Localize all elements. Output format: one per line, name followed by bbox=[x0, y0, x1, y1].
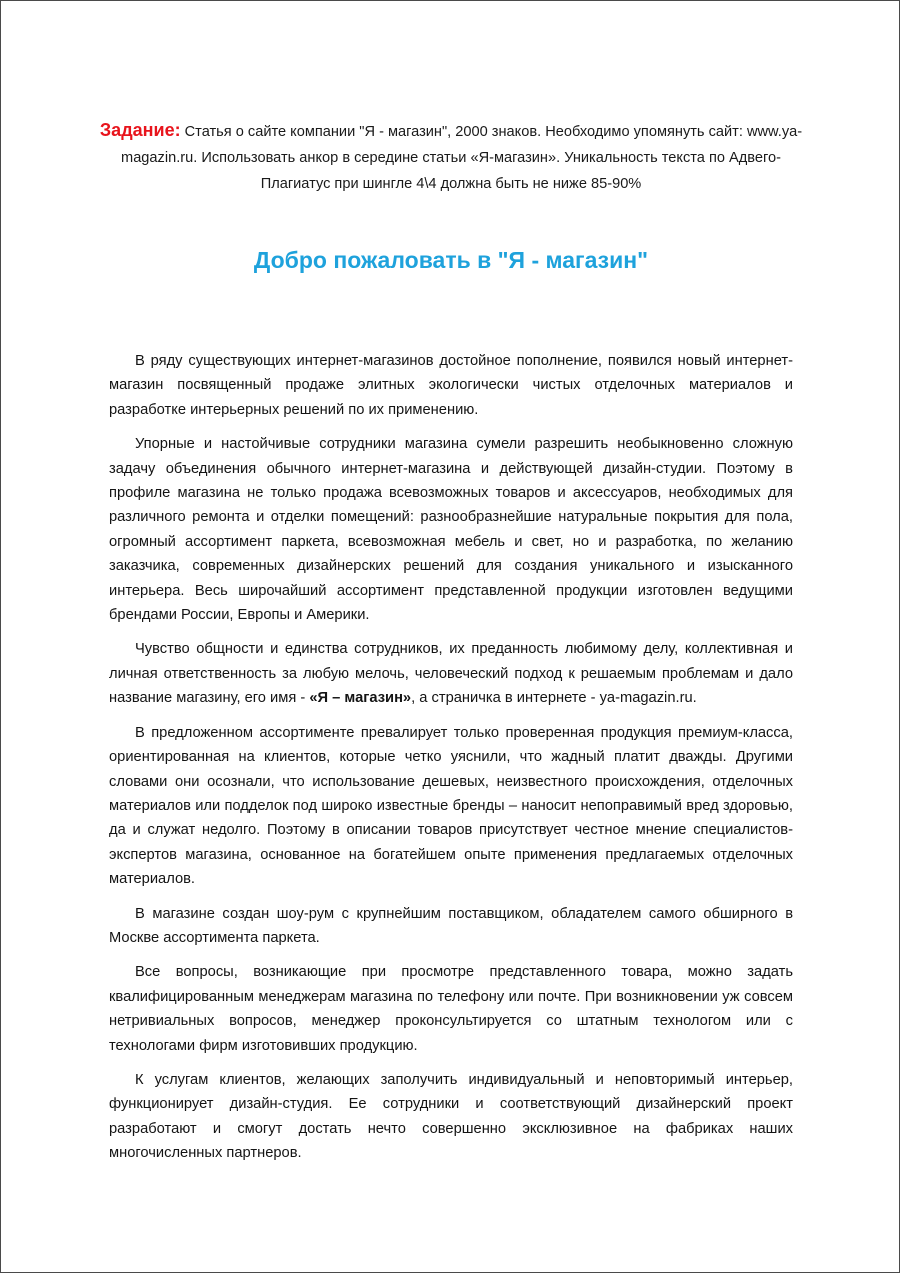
article-paragraph-7: К услугам клиентов, желающих заполучить индивидуальный и неповторимый интерьер, функционирует дизайн-студия. Ее сотрудники и соответствующий дизайнерский проект разработают и смогут достать нечто совершенно эксклюзивное на фабриках наших многочисленных партнеров. bbox=[109, 1071, 793, 1162]
paragraph-3-text-start: Чувство общности и единства сотрудников, их преданность любимому делу, коллективная и личная ответственность за любую мелочь, человеческий подход к решаемым проблемам и дало название магазину, его имя - bbox=[109, 641, 793, 707]
article-title: Добро пожаловать в "Я - магазин" bbox=[253, 247, 649, 273]
paragraph-3-text-end: , а страничка в интернете - ya-magazin.ru. bbox=[411, 690, 697, 707]
article-paragraph-3 bbox=[109, 637, 793, 710]
task-block bbox=[91, 117, 811, 197]
task-text: Статья о сайте компании "Я - магазин", 2000 знаков. Необходимо упомянуть сайт: www.ya-magazin.ru. Использовать анкор в середине статьи «Я-магазин». Уникальность текста по Адвего-Плагиатус при шингле 4\4 должна быть не ниже 85-90% bbox=[121, 124, 803, 192]
article-paragraph-2: Упорные и настойчивые сотрудники магазина сумели разрешить необыкновенно сложную задачу объединения обычного интернет-магазина и действующей дизайн-студии. Поэтому в профиле магазина не только продажа всевозможных товаров и аксессуаров, необходимых для различного ремонта и отделки помещений: разнообразнейшие натуральные покрытия для пола, огромный ассортимент паркета, всевозможная мебель и свет, но и разработка, по желанию заказчика, современных дизайнерских решений для создания уникального и изысканного интерьера. Весь широчайший ассортимент представленной продукции изготовлен ведущими брендами России, Европы и Америки. bbox=[109, 436, 793, 624]
article-paragraph-1: В ряду существующих интернет-магазинов достойное пополнение, появился новый интернет-магазин посвященный продаже элитных экологически чистых отделочных материалов и разработке интерьерных решений по их применению. bbox=[109, 353, 793, 418]
article-paragraph-5: В магазине создан шоу-рум с крупнейшим поставщиком, обладателем самого обширного в Москве ассортимента паркета. bbox=[109, 905, 793, 946]
article-body bbox=[109, 349, 793, 1176]
task-label: Задание: bbox=[99, 120, 181, 140]
article-paragraph-6: Все вопросы, возникающие при просмотре представленного товара, можно задать квалифицированным менеджерам магазина по телефону или почте. При возникновении уж совсем нетривиальных вопросов, менеджер проконсультируется со штатным технологом или с технологами фирм изготовивших продукцию. bbox=[109, 964, 793, 1054]
article-paragraph-4: В предложенном ассортименте превалирует только проверенная продукция премиум-класса, ориентированная на клиентов, которые четко уяснили, что жадный платит дважды. Другими словами они осознали, что использование дешевых, неизвестного происхождения, отделочных материалов или подделок под широко известные бренды – наносит непоправимый вред здоровью, да и служат недолго. Поэтому в описании товаров присутствует честное мнение специалистов-экспертов магазина, основанное на богатейшем опыте применения предлагаемых отделочных материалов. bbox=[109, 724, 793, 888]
store-name-anchor: «Я – магазин» bbox=[309, 690, 412, 707]
